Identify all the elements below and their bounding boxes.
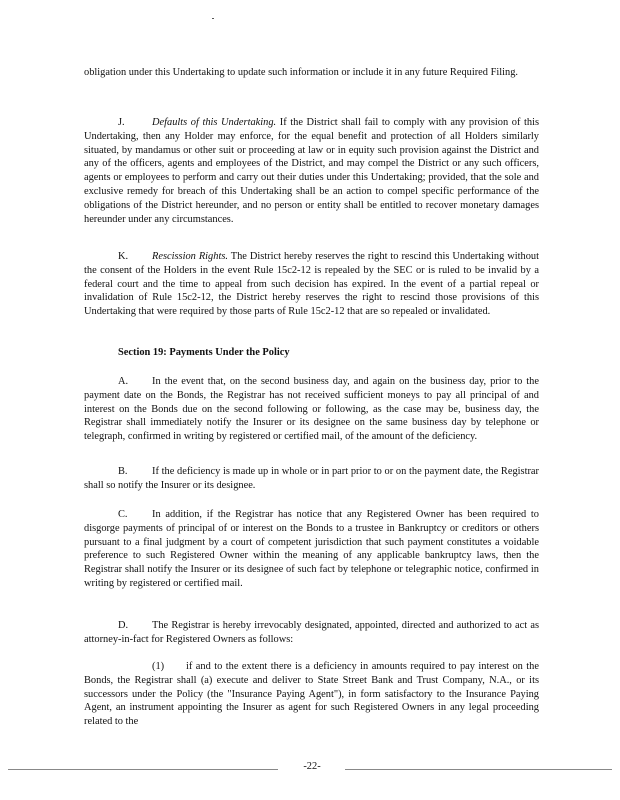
paragraph-c-label: C. [118,509,128,520]
paragraph-d1 [84,660,539,729]
paragraph-k [84,250,539,319]
paragraph-d-body: The Registrar is hereby irrevocably designated, appointed, directed and authorized to act as attorney-in-fact for Registered Owners as follows: [84,620,539,645]
paragraph-c-body: In addition, if the Registrar has notice that any Registered Owner has been required to disgorge payments of principal of or interest on the Bonds to a trustee in Bankruptcy or creditors or others pursuant to a final judgment by a court of competent jurisdiction that such payment constitutes a voidable preference to such Registered Owner within the meaning of any applicable bankruptcy laws, then the Registrar shall notify the Insurer or its designee of such fact by telephone or telegraphic notice, confirmed in writing by registered or certified mail. [84,509,539,589]
paragraph-d-label: D. [118,620,129,631]
carryover-paragraph [84,66,539,80]
section-heading: Section 19: Payments Under the Policy [118,347,290,358]
paragraph-a-label: A. [118,376,129,387]
paragraph-b-label: B. [118,466,128,477]
page-number: -22- [303,761,321,772]
carryover-text: obligation under this Undertaking to update such information or include it in any future Required Filing. [84,67,519,78]
footer-rule-left [8,769,278,770]
paragraph-j-label: J. [118,117,125,128]
paragraph-j-title: Defaults of this Undertaking. [152,117,277,128]
scan-mark [212,18,214,19]
paragraph-c [84,508,539,591]
paragraph-k-body: The District hereby reserves the right to rescind this Undertaking without the consent of the Holders in the event Rule 15c2-12 is repealed by the SEC or is ruled to be invalid by a federal court and the time to appeal from such decision has expired. In the event of a partial repeal or invalidation of Rule 15c2-12, the District hereby reserves the right to rescind those provisions of this Undertaking that were required by those parts of Rule 15c2-12 that are so repealed or invalidated. [84,251,540,318]
paragraph-d1-label: (1) [152,661,165,672]
paragraph-b-body: If the deficiency is made up in whole or in part prior to or on the payment date, the Registrar shall so notify the Insurer or its designee. [84,466,539,491]
paragraph-b [84,465,539,493]
paragraph-d [84,619,539,647]
paragraph-k-title: Rescission Rights. [152,251,228,262]
paragraph-a-body: In the event that, on the second business day, and again on the business day, prior to the payment date on the Bonds, the Registrar has not received sufficient moneys to pay all principal of and interest on the Bonds due on the second following or following, as the case may be, business day, the Registrar shall immediately notify the Insurer or its designee on the same business day by telephone or telegraph, confirmed in writing by registered or certified mail, of the amount of the deficiency. [84,376,539,443]
paragraph-d1-body: if and to the extent there is a deficiency in amounts required to pay interest on the Bonds, the Registrar shall (a) execute and deliver to State Street Bank and Trust Company, N.A., or its successors under the Policy (the "Insurance Paying Agent"), in form satisfactory to the Insurance Paying Agent, an instrument appointing the Insurer as agent for such Registered Owners in any legal proceeding related to the [84,661,539,728]
paragraph-k-label: K. [118,251,129,262]
paragraph-a [84,375,539,444]
paragraph-j-body: If the District shall fail to comply with any provision of this Undertaking, then any Holder may enforce, for the equal benefit and protection of all Holders similarly situated, by mandamus or other suit or proceeding at law or in equity such provision against the District and any of the officers, agents and employees of the District, and may compel the District or any such officers, agents or employees to perform and carry out their duties under this Undertaking; provided, that the sole and exclusive remedy for breach of this Undertaking shall be an action to compel specific performance of the obligations of the District hereunder, and no person or entity shall be entitled to recover monetary damages hereunder under any circumstances. [84,117,540,225]
footer-rule-right [345,769,612,770]
paragraph-j [84,116,539,226]
